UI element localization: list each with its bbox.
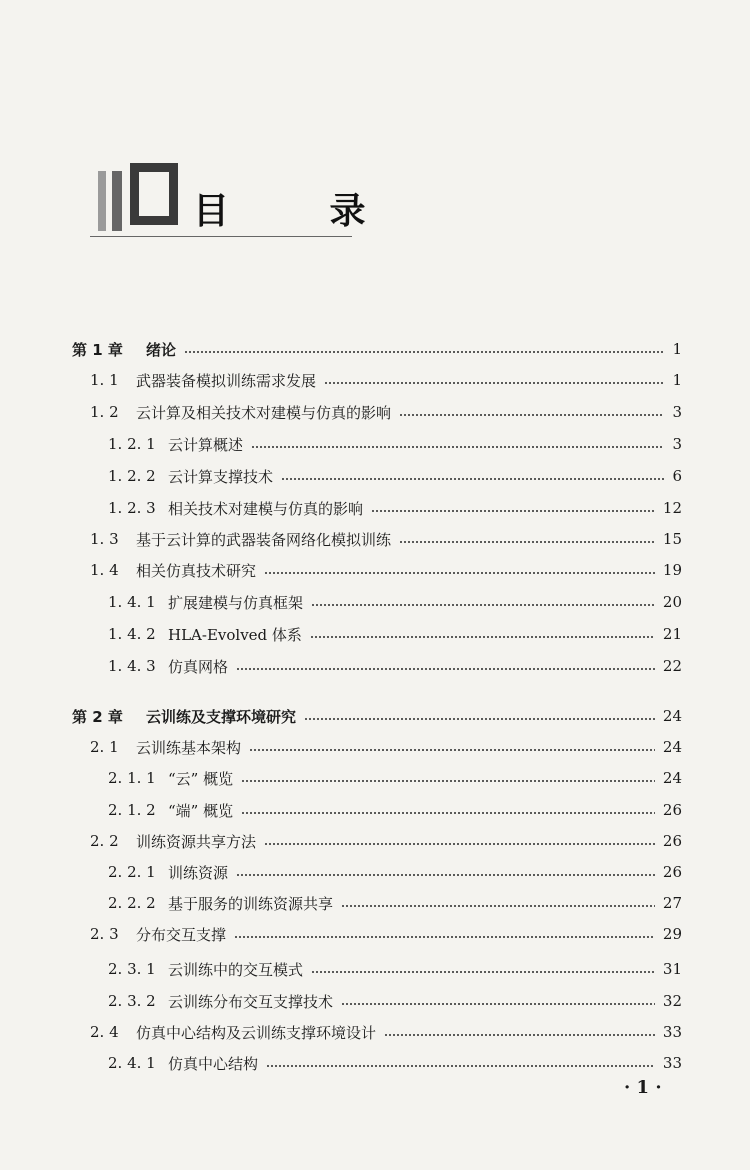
toc-entry-number: 1. 4	[90, 561, 119, 579]
toc-entry-number: 2. 4	[90, 1023, 119, 1041]
toc-entry-title: 云计算及相关技术对建模与仿真的影响	[136, 403, 392, 422]
toc-entry-row	[108, 796, 682, 824]
toc-entry-page: 12	[662, 499, 682, 517]
toc-leader-dots	[384, 1034, 655, 1036]
toc-entry-page: 20	[662, 593, 682, 611]
toc-leader-dots	[241, 812, 655, 814]
toc-entry-row	[90, 920, 682, 948]
toc-entry-number: 2. 2. 2	[108, 894, 156, 912]
toc-logo-icon	[98, 153, 188, 233]
toc-entry-page: 26	[662, 832, 682, 850]
page-title: 目 录	[193, 191, 410, 232]
toc-entry-page: 24	[662, 707, 682, 725]
logo-bar-dark	[112, 171, 122, 231]
toc-leader-dots	[251, 446, 664, 448]
toc-entry-page: 3	[672, 435, 682, 453]
toc-leader-dots	[324, 382, 664, 384]
toc-entry-number: 1. 4. 1	[108, 593, 156, 611]
toc-entry-number: 1. 2	[90, 403, 119, 421]
toc-entry-title: 扩展建模与仿真框架	[168, 593, 304, 612]
toc-entry-number: 2. 2	[90, 832, 119, 850]
toc-entry-row	[108, 858, 682, 886]
toc-entry-title: 武器装备模拟训练需求发展	[136, 371, 317, 390]
toc-leader-dots	[310, 636, 655, 638]
toc-entry-row	[108, 987, 682, 1015]
toc-entry-title: HLA-Evolved 体系	[168, 625, 302, 644]
toc-entry-title: 云计算概述	[168, 435, 244, 454]
toc-entry-number: 2. 3. 1	[108, 960, 156, 978]
toc-entry-title: 训练资源共享方法	[136, 832, 257, 851]
toc-entry-row	[90, 827, 682, 855]
toc-entry-number: 2. 4. 1	[108, 1054, 156, 1072]
toc-leader-dots	[249, 749, 655, 751]
toc-entry-row	[108, 652, 682, 680]
toc-entry-page: 21	[662, 625, 682, 643]
toc-entry-number: 2. 2. 1	[108, 863, 156, 881]
toc-entry-number: 1. 1	[90, 371, 119, 389]
toc-entry-row	[108, 620, 682, 648]
toc-entry-title: 相关仿真技术研究	[136, 561, 257, 580]
toc-entry-title: 云训练中的交互模式	[168, 960, 304, 979]
toc-entry-row	[108, 462, 682, 490]
toc-entry-title: 云计算支撑技术	[168, 467, 274, 486]
toc-leader-dots	[311, 971, 655, 973]
toc-chapter-row	[72, 335, 682, 363]
toc-entry-page: 1	[672, 340, 682, 358]
toc-entry-page: 32	[662, 992, 682, 1010]
toc-entry-page: 3	[672, 403, 682, 421]
title-divider	[90, 236, 352, 237]
toc-entry-page: 27	[662, 894, 682, 912]
toc-entry-title: “端” 概览	[168, 801, 234, 820]
toc-entry-title: 云训练分布交互支撑技术	[168, 992, 334, 1011]
toc-leader-dots	[304, 718, 655, 720]
toc-entry-page: 1	[672, 371, 682, 389]
toc-entry-page: 26	[662, 863, 682, 881]
toc-entry-row	[108, 955, 682, 983]
toc-entry-row	[90, 1018, 682, 1046]
toc-leader-dots	[264, 572, 655, 574]
toc-entry-number: 1. 2. 3	[108, 499, 156, 517]
toc-entry-page: 22	[662, 657, 682, 675]
toc-entry-number: 2. 3	[90, 925, 119, 943]
toc-entry-number: 2. 1	[90, 738, 119, 756]
toc-entry-page: 29	[662, 925, 682, 943]
toc-leader-dots	[264, 843, 655, 845]
toc-entry-number: 1. 2. 1	[108, 435, 156, 453]
toc-leader-dots	[341, 1003, 655, 1005]
toc-entry-page: 33	[662, 1054, 682, 1072]
toc-entry-page: 15	[662, 530, 682, 548]
page-number: · 1 ·	[624, 1077, 662, 1098]
toc-entry-row	[90, 525, 682, 553]
toc-entry-number: 1. 3	[90, 530, 119, 548]
toc-entry-row	[90, 398, 682, 426]
toc-leader-dots	[234, 936, 655, 938]
toc-entry-title: 云训练及支撑环境研究	[146, 707, 297, 726]
toc-entry-row	[108, 494, 682, 522]
toc-entry-row	[108, 764, 682, 792]
toc-entry-title: “云” 概览	[168, 769, 234, 788]
toc-entry-number: 2. 1. 1	[108, 769, 156, 787]
toc-entry-page: 6	[672, 467, 682, 485]
toc-leader-dots	[341, 905, 655, 907]
toc-leader-dots	[236, 668, 655, 670]
toc-entry-row	[90, 366, 682, 394]
toc-entry-row	[108, 588, 682, 616]
toc-entry-title: 分布交互支撑	[136, 925, 227, 944]
toc-leader-dots	[311, 604, 655, 606]
toc-leader-dots	[236, 874, 655, 876]
toc-entry-title: 基于云计算的武器装备网络化模拟训练	[136, 530, 392, 549]
logo-bar-light	[98, 171, 106, 231]
toc-entry-row	[90, 733, 682, 761]
toc-entry-row	[108, 889, 682, 917]
toc-entry-number: 第 2 章	[72, 707, 123, 726]
toc-entry-title: 仿真中心结构	[168, 1054, 259, 1073]
toc-leader-dots	[281, 478, 664, 480]
toc-entry-title: 仿真中心结构及云训练支撑环境设计	[136, 1023, 377, 1042]
toc-entry-number: 1. 4. 2	[108, 625, 156, 643]
toc-entry-page: 24	[662, 738, 682, 756]
logo-box	[130, 163, 178, 225]
toc-entry-row	[90, 556, 682, 584]
toc-entry-number: 2. 3. 2	[108, 992, 156, 1010]
toc-entry-number: 第 1 章	[72, 340, 123, 359]
toc-leader-dots	[241, 780, 655, 782]
toc-leader-dots	[399, 414, 664, 416]
toc-entry-row	[108, 430, 682, 458]
toc-entry-title: 训练资源	[168, 863, 229, 882]
toc-entry-page: 31	[662, 960, 682, 978]
toc-leader-dots	[266, 1065, 655, 1067]
toc-leader-dots	[184, 351, 664, 353]
toc-entry-number: 1. 4. 3	[108, 657, 156, 675]
toc-entry-page: 26	[662, 801, 682, 819]
toc-entry-title: 绪论	[146, 340, 177, 359]
toc-entry-title: 云训练基本架构	[136, 738, 242, 757]
toc-entry-page: 33	[662, 1023, 682, 1041]
toc-entry-title: 相关技术对建模与仿真的影响	[168, 499, 364, 518]
toc-entry-page: 19	[662, 561, 682, 579]
toc-entry-title: 仿真网格	[168, 657, 229, 676]
toc-entry-number: 2. 1. 2	[108, 801, 156, 819]
toc-entry-row	[108, 1049, 682, 1077]
toc-entry-page: 24	[662, 769, 682, 787]
toc-chapter-row	[72, 702, 682, 730]
toc-entry-title: 基于服务的训练资源共享	[168, 894, 334, 913]
toc-leader-dots	[371, 510, 655, 512]
toc-entry-number: 1. 2. 2	[108, 467, 156, 485]
toc-leader-dots	[399, 541, 655, 543]
